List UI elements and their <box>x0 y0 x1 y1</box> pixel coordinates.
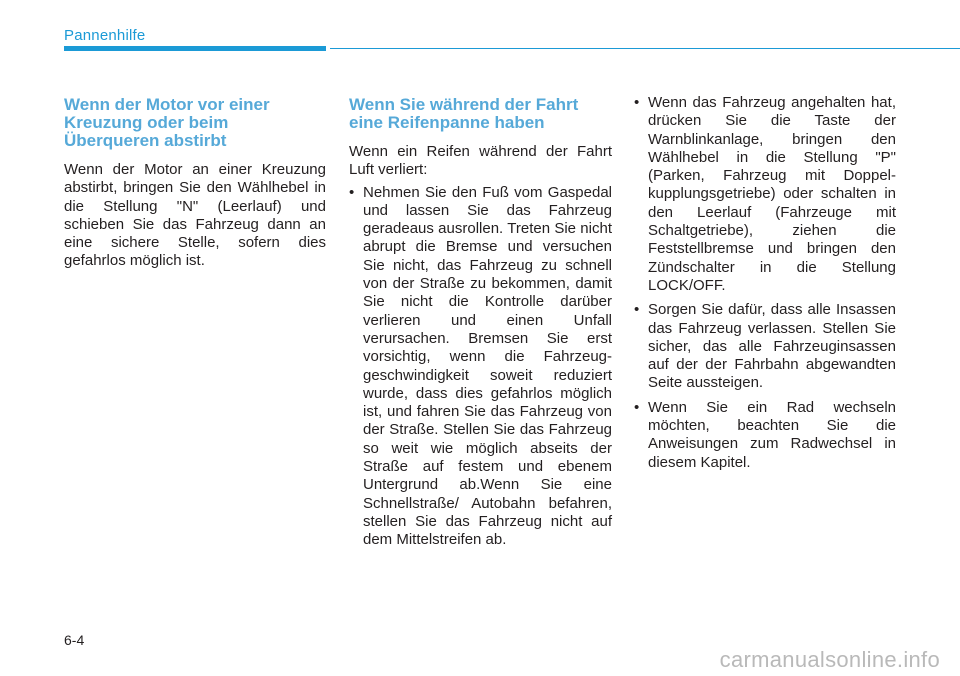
column-left <box>64 96 326 271</box>
column-right <box>634 94 896 478</box>
flat-tire-list <box>349 184 612 550</box>
paragraph-flat-tire-intro: Wenn ein Reifen während der Fahrt Luft verliert: <box>349 143 612 179</box>
page-number: 6-4 <box>64 632 85 648</box>
heading-flat-tire: Wenn Sie während der Fahrt eine Reifenpanne haben <box>349 95 579 132</box>
list-item: • Wenn das Fahrzeug angehalten hat, drücken Sie die Taste der Warnblinkanlage, bringen den Wählhebel in die Stellung "P" (Parken, Fahrzeug mit Doppel-kupplungsgetriebe) oder schalten in den Leerlauf (Fahrzeuge mit Schaltgetriebe), ziehen die Feststellbremse und bringen den Zündschalter in die Stellung LOCK/OFF. <box>634 94 896 295</box>
heading-engine-stall: Wenn der Motor vor einer Kreuzung oder beim Überqueren abstirbt <box>64 95 270 150</box>
section-title: Pannenhilfe <box>64 27 146 44</box>
header-rule <box>330 48 960 49</box>
list-item: • Sorgen Sie dafür, dass alle Insassen das Fahrzeug verlassen. Stellen Sie sicher, das alle Fahrzeuginsassen auf der der Fahrbahn abgewandten Seite aussteigen. <box>634 301 896 392</box>
paragraph-engine-stall: Wenn der Motor an einer Kreuzung abstirbt, bringen Sie den Wählhebel in die Stellung "N" (Leerlauf) und schieben Sie das Fahrzeug dann an eine sichere Stelle, sofern dies gefahrlos möglich ist. <box>64 161 326 270</box>
column-middle <box>349 96 612 556</box>
list-item: • Nehmen Sie den Fuß vom Gaspedal und lassen Sie das Fahrzeug geradeaus ausrollen. Treten Sie nicht abrupt die Bremse und versuchen Sie nicht, das Fahrzeug zu schnell von der Straße zu bekommen, damit Sie nicht die Kontrolle darüber verlieren und einen Unfall verursachen. Bremsen Sie erst vorsichtig, wenn die Fahrzeug-geschwindigkeit soweit reduziert wurde, dass dies gefahrlos möglich ist, und fahren Sie das Fahrzeug von der Straße. Stellen Sie das Fahrzeug so weit wie möglich abseits der Straße auf festem und ebenem Untergrund ab.Wenn Sie eine Schnellstraße/ Autobahn befahren, stellen Sie das Fahrzeug nicht auf dem Mittelstreifen ab. <box>349 184 612 550</box>
steps-list <box>634 94 896 472</box>
watermark: carmanualsonline.info <box>719 647 940 672</box>
list-item: • Wenn Sie ein Rad wechseln möchten, beachten Sie die Anweisungen zum Radwechsel in diesem Kapitel. <box>634 399 896 472</box>
header-accent-bar <box>64 46 326 51</box>
